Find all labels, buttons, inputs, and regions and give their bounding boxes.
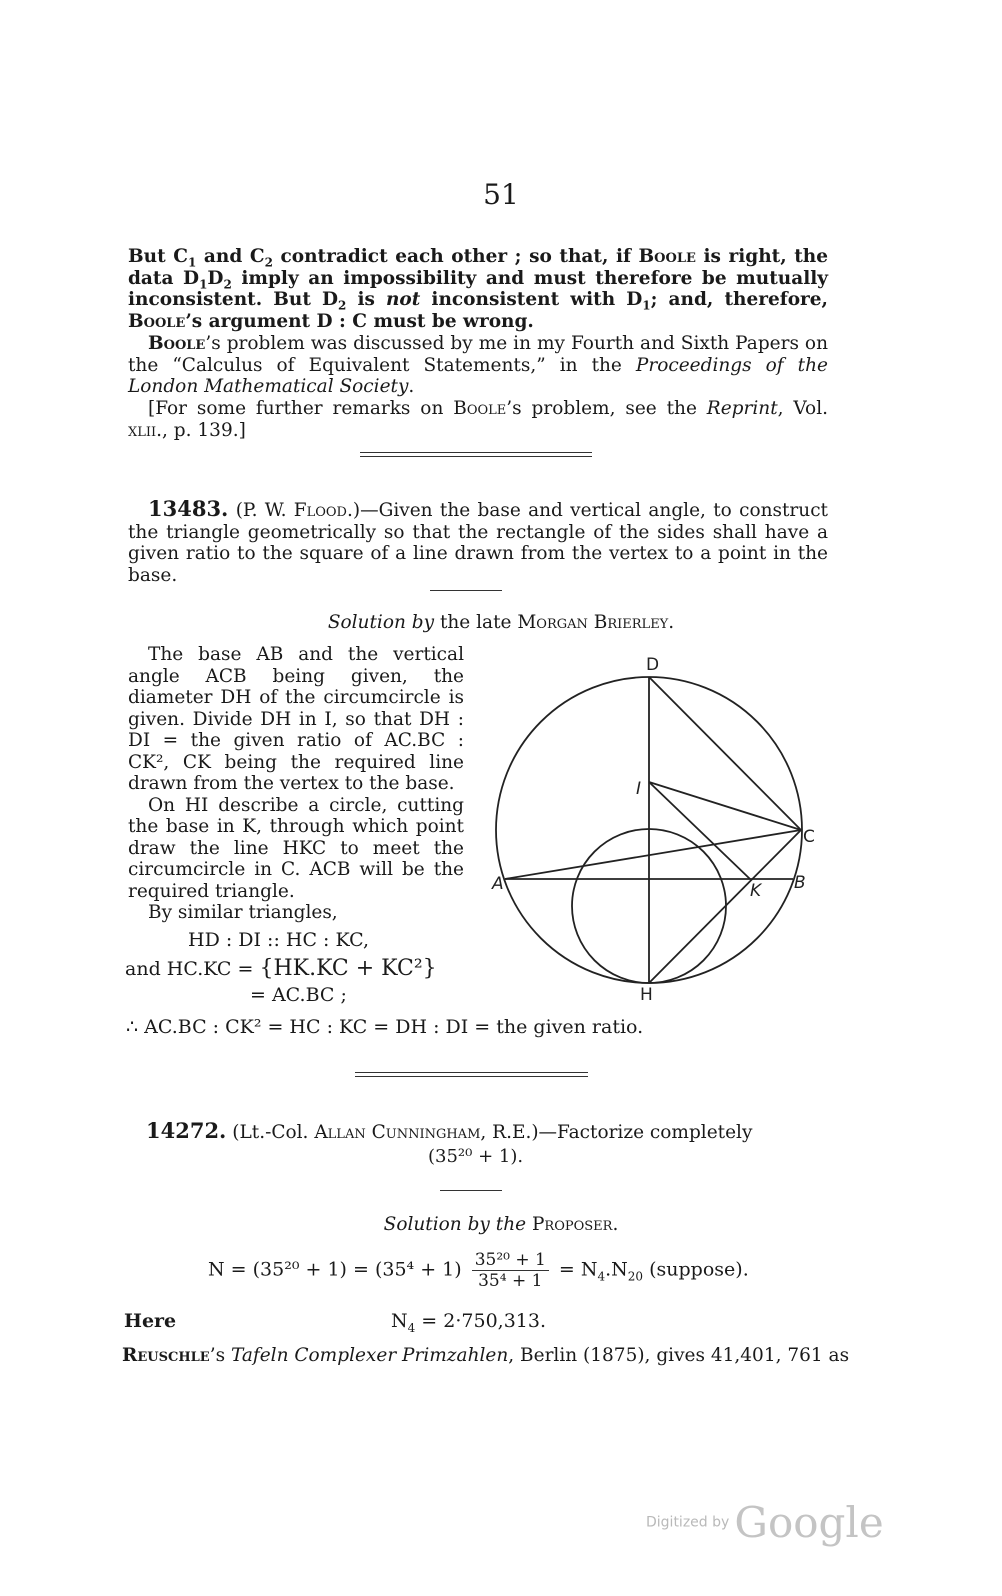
text: the late bbox=[434, 612, 518, 633]
text: D bbox=[183, 267, 200, 289]
author-name: Flood bbox=[293, 500, 347, 521]
text: and C bbox=[196, 246, 265, 267]
text: . bbox=[408, 376, 415, 397]
google-logo: Google bbox=[734, 1498, 884, 1547]
text: (suppose). bbox=[643, 1258, 749, 1281]
volume-number: xlii. bbox=[128, 419, 163, 441]
solution-paragraph: On HI describe a circle, cutting the base in K, through which point draw the line HKC to meet the circumcircle in C. ACB will be the required triangle. bbox=[128, 794, 464, 902]
digitized-watermark bbox=[646, 1498, 884, 1547]
short-divider bbox=[440, 1190, 502, 1191]
question-13483 bbox=[128, 498, 828, 586]
subscript: 2 bbox=[338, 298, 347, 313]
journal-title: Proceedings of the London Mathematical Society bbox=[128, 354, 828, 397]
question-14272 bbox=[146, 1118, 752, 1143]
text: . bbox=[612, 1214, 619, 1235]
equation-result: = AC.BC ; bbox=[250, 984, 347, 1006]
question-number: 14272. bbox=[146, 1118, 227, 1143]
text: ’s problem was discussed by me in my Fourth and Sixth Papers on the “Calculus of Equivalent Statements,” in the bbox=[128, 333, 828, 376]
fraction bbox=[472, 1250, 549, 1291]
text: {HK.KC + KC²} bbox=[259, 956, 437, 981]
n4-value bbox=[391, 1310, 547, 1335]
label-a: A bbox=[492, 874, 504, 894]
text: ’s bbox=[209, 1345, 231, 1366]
paragraph-reprint-note bbox=[128, 398, 828, 441]
text: N = (35²⁰ + 1) = (35⁴ + 1) bbox=[208, 1258, 462, 1281]
author-name: Reuschle bbox=[122, 1345, 210, 1366]
question-expression: (35²⁰ + 1). bbox=[428, 1146, 524, 1167]
author-name: Boole bbox=[453, 398, 507, 419]
text: imply an impossibility and must therefore be mutually inconsistent. But D bbox=[128, 267, 828, 310]
section-divider bbox=[355, 1072, 588, 1077]
section-divider bbox=[360, 452, 592, 457]
label-c: C bbox=[803, 827, 815, 847]
equation-conclusion: ∴ AC.BC : CK² = HC : KC = DH : DI = the given ratio. bbox=[126, 1016, 644, 1038]
author-name: Boole bbox=[128, 310, 186, 332]
text: = 2·750,313. bbox=[415, 1310, 547, 1332]
text: [For some further remarks on bbox=[148, 398, 454, 419]
fraction-denominator: 35⁴ + 1 bbox=[478, 1271, 543, 1291]
text: Solution by the bbox=[383, 1214, 527, 1235]
line-hc bbox=[649, 830, 801, 983]
text: , Vol. bbox=[777, 398, 828, 419]
solution-text bbox=[128, 644, 464, 924]
text: ; and, therefore, bbox=[650, 289, 828, 310]
equation-similar-triangles: HD : DI :: HC : KC, bbox=[188, 929, 370, 951]
emphasis: not bbox=[385, 289, 421, 310]
paragraph-boole-problem bbox=[128, 333, 828, 398]
author-name: Boole bbox=[638, 246, 696, 267]
text: . bbox=[668, 612, 675, 633]
label-i: I bbox=[636, 779, 642, 799]
solution-paragraph: The base AB and the vertical angle ACB being given, the diameter DH of the circumcircle is given. Divide DH in I, so that DH : DI = the given ratio of AC.BC : CK², CK being the required line drawn from the vertex to the base. bbox=[128, 644, 464, 794]
paragraph-boole-argument bbox=[128, 246, 828, 332]
subscript: 1 bbox=[642, 298, 651, 313]
geometry-diagram bbox=[488, 650, 818, 1010]
short-divider bbox=[430, 590, 502, 591]
subscript: 1 bbox=[199, 277, 208, 292]
text: (Lt.-Col. bbox=[232, 1122, 315, 1143]
reuschle-reference bbox=[122, 1345, 849, 1366]
question-number: 13483. bbox=[148, 496, 229, 521]
label-h: H bbox=[640, 985, 653, 1005]
watermark-text: Digitized by bbox=[646, 1514, 730, 1531]
text: N bbox=[391, 1310, 408, 1332]
text: inconsistent with D bbox=[420, 289, 643, 310]
text: and HC.KC = bbox=[125, 958, 254, 980]
subscript: 4 bbox=[407, 1320, 416, 1335]
text: .N bbox=[605, 1258, 628, 1281]
reprint-title: Reprint bbox=[706, 398, 778, 419]
label-b: B bbox=[794, 873, 806, 893]
label-d: D bbox=[646, 655, 660, 675]
solution-paragraph: By similar triangles, bbox=[148, 902, 338, 923]
factorization-equation bbox=[208, 1250, 749, 1291]
subscript: 1 bbox=[187, 255, 197, 270]
line-dc bbox=[649, 677, 801, 830]
label-k: K bbox=[750, 881, 762, 901]
text: is right, the data bbox=[128, 246, 828, 289]
text: , Berlin (1875), gives 41,401, 761 as bbox=[508, 1345, 850, 1366]
subscript: 2 bbox=[264, 255, 273, 270]
question-text: Given the base and vertical angle, to construct the triangle geometrically so that the rectangle of the sides shall have a given ratio to the square of a line drawn from the vertex to a point in the base. bbox=[128, 500, 828, 586]
author-name: Boole bbox=[148, 333, 206, 354]
text: contradict each other ; so that, if bbox=[272, 246, 639, 267]
page-number: 51 bbox=[483, 178, 519, 211]
subscript: 4 bbox=[597, 1269, 606, 1284]
subscript: 20 bbox=[627, 1269, 644, 1284]
solution-heading bbox=[0, 1214, 1002, 1235]
solver-name: Proposer bbox=[531, 1214, 613, 1235]
here-label: Here bbox=[124, 1310, 177, 1332]
text: , R.E.)—Factorize completely bbox=[480, 1122, 753, 1143]
solver-name: Morgan Brierley bbox=[517, 612, 669, 633]
text: ’s argument D : C must be wrong. bbox=[185, 310, 534, 332]
line-ac bbox=[505, 830, 801, 879]
subscript: 2 bbox=[223, 277, 232, 292]
text: .)— bbox=[346, 500, 379, 521]
text: Solution by bbox=[327, 612, 435, 633]
text: ’s problem, see the bbox=[506, 398, 707, 419]
author-name: Allan Cunningham bbox=[314, 1122, 481, 1143]
text: is bbox=[346, 289, 386, 310]
book-title: Tafeln Complexer Primzahlen bbox=[230, 1345, 509, 1366]
text: But C bbox=[128, 246, 188, 267]
text: (P. W. bbox=[235, 500, 294, 521]
equation-product bbox=[125, 956, 437, 981]
text: D bbox=[207, 267, 224, 289]
text: , p. 139.] bbox=[162, 419, 246, 441]
text: = N bbox=[558, 1258, 598, 1281]
solution-heading bbox=[0, 612, 1002, 633]
fraction-numerator: 35²⁰ + 1 bbox=[472, 1250, 549, 1271]
